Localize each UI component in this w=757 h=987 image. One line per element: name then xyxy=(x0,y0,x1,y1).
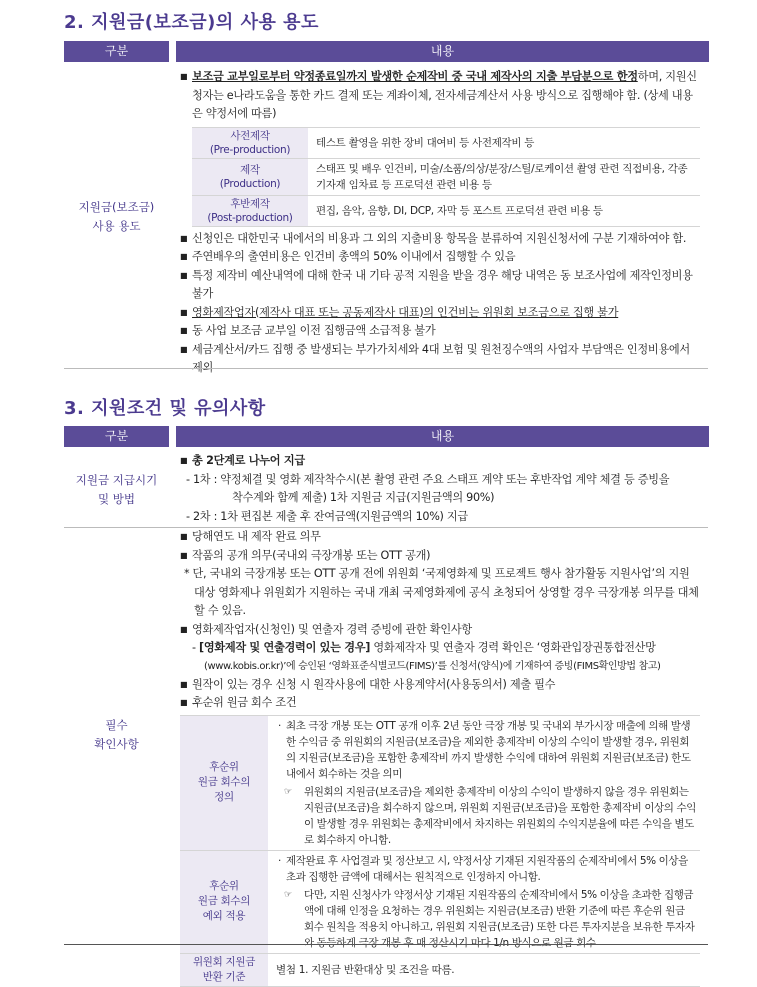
list-item: ■ 원작이 있는 경우 신청 시 원작사용에 대한 사용계약서(사용동의서) 제출 필수 xyxy=(180,676,700,695)
divider xyxy=(64,368,708,369)
table-row: 후순위 원금 회수의 예외 적용 · 제작완료 후 사업결과 및 정산보고 시, 약정서상 기재된 지원작품의 순제작비에서 5% 이상을 초과 집행한 금액에 대해서는 원칙적으로 인정하지 아니함. ☞ 다만, 지원 신청사가 약정서상 기재된 지원작품의 순제작비에서 5% 이상을 초과한 집행금액에 대해 인정을 요청하는 경우 위원회는 지원금(보조금) 반환 기준에 따른 후순위 원금 회수 원칙을 적용치 아니하고, 위원회 지원금(보조금) 또한 다른 투자지분을 보유한 투자자와 동등하게 극장 개봉 후 매 정산시기 마다 1/n 방식으로 원금 회수 xyxy=(180,850,700,953)
table-row: 위원회 지원금 반환 기준 별첨 1. 지원금 반환대상 및 조건을 따름. xyxy=(180,953,700,986)
usage-content xyxy=(180,68,700,378)
section-2-title: 2. 지원금(보조금)의 사용 용도 xyxy=(64,12,319,33)
row-label-usage: 지원금(보조금) 사용 용도 xyxy=(78,200,155,233)
section-3-title: 3. 지원조건 및 유의사항 xyxy=(64,398,266,419)
list-subitem-cont: (www.kobis.or.kr)’에 승인된 ‘영화표준식별코드(FIMS)’를 신청서(양식)에 기재하여 증빙(FIMS확인방법 참고) xyxy=(204,660,661,672)
table-header-category: 구분 xyxy=(64,426,169,447)
required-content xyxy=(180,528,700,987)
row-label-required: 필수 확인사항 xyxy=(94,718,139,751)
list-item: ■ 영화제작업자(제작사 대표 또는 공동제작사 대표)의 인건비는 위원회 보조금으로 집행 불가 xyxy=(180,304,700,323)
list-item: ■ 신청인은 대한민국 내에서의 비용과 그 외의 지출비용 항목을 분류하여 지원신청서에 구분 기재하여야 함. xyxy=(180,230,700,249)
list-item: ■ 후순위 원금 회수 조건 xyxy=(180,694,700,713)
list-item: ■ 작품의 공개 의무(국내외 극장개봉 또는 OTT 공개) xyxy=(180,547,700,566)
list-note: * 단, 국내외 극장개봉 또는 OTT 공개 전에 위원회 ‘국제영화제 및 프로젝트 행사 참가활동 지원사업’의 지원 대상 영화제나 위원회가 지원하는 국내 개최 국제영화제에 공식 초청되어 상영할 경우 극장개봉 의무를 대체할 수 있음. xyxy=(184,567,699,617)
table-row: 후반제작 (Post-production) 편집, 음악, 음향, DI, DCP, 자막 등 포스트 프로덕션 관련 비용 등 xyxy=(192,195,700,226)
table-bottom-rule xyxy=(64,944,708,945)
row-label-payment: 지원금 지급시기 및 방법 xyxy=(75,473,158,506)
table-header-category: 구분 xyxy=(64,41,169,62)
list-subitem: - [영화제작 및 연출경력이 있는 경우] 영화제작자 및 연출자 경력 확인은 ‘영화관입장권통합전산망 xyxy=(192,641,656,654)
list-item: ■ 당해연도 내 제작 완료 의무 xyxy=(180,528,700,547)
recovery-table xyxy=(180,715,700,987)
list-item: ■ 세금계산서/카드 집행 중 발생되는 부가가치세와 4대 보험 및 원천징수액의 사업자 부담액은 인정비용에서 제외 xyxy=(180,341,700,378)
usage-intro: ■ 보조금 교부일로부터 약정종료일까지 발생한 순제작비 중 국내 제작사의 지출 부담분으로 한정하며, 지원신청자는 e나라도움을 통한 카드 결제 또는 계좌이체, 전자세금계산서 사용 방식으로 집행해야 함. (상세 내용은 약정서에 따름) xyxy=(180,68,700,124)
table-row: 사전제작 (Pre-production) 테스트 촬영을 위한 장비 대여비 등 사전제작비 등 xyxy=(192,127,700,158)
list-item: ■ 주연배우의 출연비용은 인건비 총액의 50% 이내에서 집행할 수 있음 xyxy=(180,248,700,267)
payment-step-2: - 2차 : 1차 편집본 제출 후 잔여금액(지원금액의 10%) 지급 xyxy=(186,509,468,523)
stage-table xyxy=(192,127,700,227)
table-header-content: 내용 xyxy=(176,41,709,62)
list-item: ■ 특정 제작비 예산내역에 대해 한국 내 기타 공적 지원을 받을 경우 해당 내역은 동 보조사업에 제작인정비용 불가 xyxy=(180,267,700,304)
table-row: 제작 (Production) 스태프 및 배우 인건비, 미술/소품/의상/분장/스틸/로케이션 촬영 관련 직접비용, 각종 기자재 임차료 등 프로덕션 관련 비용 등 xyxy=(192,158,700,195)
table-row: 후순위 원금 회수의 정의 · 최초 극장 개봉 또는 OTT 공개 이후 2년 동안 극장 개봉 및 국내외 부가시장 매출에 의해 발생한 수익금 중 위원회의 지원금(보조금)을 제외한 총제작비 이상의 수익이 발생할 경우, 위원회의 지원금(보조금)을 포함한 총제작비 까지 발생한 수익에 대하여 위원회 지원금(보조금) 한도 내에서 회수하는 것을 의미 ☞ 위원회의 지원금(보조금)을 제외한 총제작비 이상의 수익이 발생하지 않을 경우 위원회는 지원금(보조금)을 회수하지 않으며, 위원회 지원금(보조금)을 포함한 총제작비 이상의 수익이 발생할 경우 위원회는 총제작비에서 차지하는 위원회의 수익지분율에 따른 수익을 별도로 회수하지 아니함. xyxy=(180,715,700,850)
payment-step-1: - 1차 : 약정체결 및 영화 제작착수시(본 촬영 관련 주요 스태프 계약 또는 후반작업 계약 체결 등 증빙을 xyxy=(186,472,670,486)
payment-title: ■ 총 2단계로 나누어 지급 xyxy=(180,452,700,471)
list-item: ■ 동 사업 보조금 교부일 이전 집행금액 소급적용 불가 xyxy=(180,322,700,341)
list-item: ■ 영화제작업자(신청인) 및 연출자 경력 증빙에 관한 확인사항 xyxy=(180,621,700,640)
table-header-content: 내용 xyxy=(176,426,709,447)
payment-step-1-cont: 착수계와 함께 제출) 1차 지원금 지급(지원금액의 90%) xyxy=(232,491,495,504)
payment-content xyxy=(180,452,700,526)
